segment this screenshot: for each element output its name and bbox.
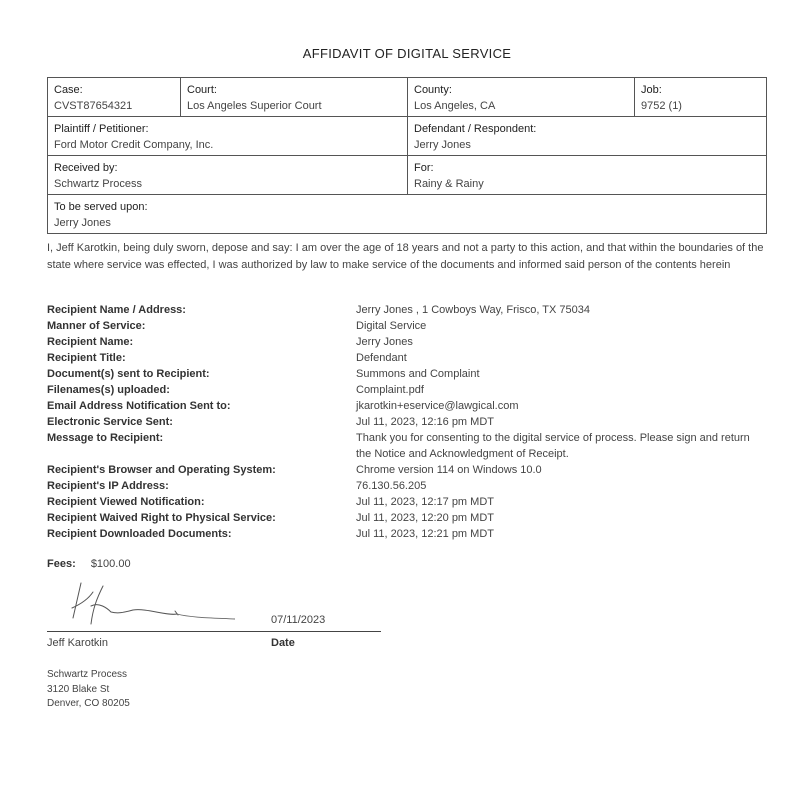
detail-label: Email Address Notification Sent to:	[47, 400, 231, 412]
detail-value: Thank you for consenting to the digital service of process. Please sign and return the Notice and Acknowledgment of Receipt.	[356, 432, 750, 460]
service-details	[47, 302, 767, 542]
served-value: Jerry Jones	[54, 217, 111, 229]
detail-value: Defendant	[356, 352, 407, 364]
detail-label: Recipient Downloaded Documents:	[47, 528, 232, 540]
detail-label: Recipient Viewed Notification:	[47, 496, 205, 508]
received-label: Received by:	[54, 162, 118, 174]
address-line: Schwartz Process	[47, 669, 128, 680]
detail-value: Complaint.pdf	[356, 384, 424, 396]
detail-label: Electronic Service Sent:	[47, 416, 173, 428]
address-line: 3120 Blake St	[47, 683, 110, 695]
detail-label: Filenames(s) uploaded:	[47, 384, 170, 396]
received-value: Schwartz Process	[54, 178, 143, 190]
detail-value: Digital Service	[356, 320, 427, 332]
detail-label: Recipient Name:	[47, 336, 134, 348]
for-cell	[408, 156, 767, 195]
date-label: Date	[271, 637, 295, 649]
signer-name: Jeff Karotkin	[47, 637, 108, 649]
county-label: County:	[414, 84, 452, 96]
detail-label: Recipient Waived Right to Physical Service:	[47, 512, 276, 524]
sworn-statement: I, Jeff Karotkin, being duly sworn, depose and say: I am over the age of 18 years and not a party to this action, and that within the boundaries of the state where service was effected, I was authorized by law to make service of the documents and informed said person of the contents herein	[47, 242, 764, 271]
detail-row	[47, 526, 767, 542]
detail-value: Jul 11, 2023, 12:17 pm MDT	[356, 496, 494, 508]
detail-label: Recipient's Browser and Operating System:	[47, 464, 276, 476]
detail-value: jkarotkin+eservice@lawgical.com	[356, 400, 519, 412]
detail-row	[47, 366, 767, 382]
fees-label: Fees:	[47, 558, 76, 570]
detail-row	[47, 382, 767, 398]
county-cell	[408, 78, 635, 117]
detail-label: Recipient's IP Address:	[47, 480, 169, 492]
detail-value: Jerry Jones , 1 Cowboys Way, Frisco, TX 75034	[356, 304, 590, 316]
detail-row	[47, 494, 767, 510]
job-cell	[635, 78, 767, 117]
detail-label: Recipient Name / Address:	[47, 304, 186, 316]
detail-label: Document(s) sent to Recipient:	[47, 368, 210, 380]
detail-row	[47, 318, 767, 334]
detail-row	[47, 334, 767, 350]
fees-line	[47, 558, 131, 570]
detail-row	[47, 510, 767, 526]
signature-line	[47, 631, 381, 632]
detail-label: Message to Recipient:	[47, 432, 164, 444]
detail-row	[47, 462, 767, 478]
detail-value: Jerry Jones	[356, 336, 413, 348]
plaintiff-label: Plaintiff / Petitioner:	[54, 123, 149, 135]
for-value: Rainy & Rainy	[414, 178, 484, 190]
detail-row	[47, 398, 767, 414]
detail-row	[47, 350, 767, 366]
received-cell	[48, 156, 408, 195]
signature-date: 07/11/2023	[271, 614, 326, 626]
detail-value: Jul 11, 2023, 12:16 pm MDT	[356, 416, 494, 428]
detail-value: 76.130.56.205	[356, 480, 427, 492]
detail-row	[47, 414, 767, 430]
detail-value: Summons and Complaint	[356, 368, 480, 380]
detail-row	[47, 302, 767, 318]
detail-label: Recipient Title:	[47, 352, 126, 364]
detail-label: Manner of Service:	[47, 320, 146, 332]
case-number: CVST87654321	[54, 100, 133, 112]
document-title: AFFIDAVIT OF DIGITAL SERVICE	[302, 46, 512, 61]
plaintiff-value: Ford Motor Credit Company, Inc.	[54, 139, 214, 151]
signature-image	[67, 578, 242, 628]
detail-value: Jul 11, 2023, 12:21 pm MDT	[356, 528, 494, 540]
address-line: Denver, CO 80205	[47, 698, 130, 709]
process-server-address	[47, 668, 130, 712]
court-cell	[181, 78, 408, 117]
court-label: Court:	[187, 84, 217, 96]
case-cell	[48, 78, 181, 117]
defendant-label: Defendant / Respondent:	[414, 123, 537, 135]
detail-value: Chrome version 114 on Windows 10.0	[356, 464, 542, 476]
detail-value: Jul 11, 2023, 12:20 pm MDT	[356, 512, 494, 524]
plaintiff-cell	[48, 117, 408, 156]
fees-value: $100.00	[90, 558, 131, 570]
served-label: To be served upon:	[54, 201, 148, 213]
defendant-value: Jerry Jones	[414, 139, 471, 151]
detail-row	[47, 430, 767, 462]
defendant-cell	[408, 117, 767, 156]
job-value: 9752 (1)	[641, 100, 682, 112]
served-cell	[48, 195, 767, 234]
for-label: For:	[414, 162, 434, 174]
county-value: Los Angeles, CA	[414, 100, 496, 112]
job-label: Job:	[641, 84, 662, 96]
court-value: Los Angeles Superior Court	[187, 100, 322, 112]
case-label: Case:	[54, 84, 83, 96]
case-info-table	[47, 77, 767, 234]
detail-row	[47, 478, 767, 494]
